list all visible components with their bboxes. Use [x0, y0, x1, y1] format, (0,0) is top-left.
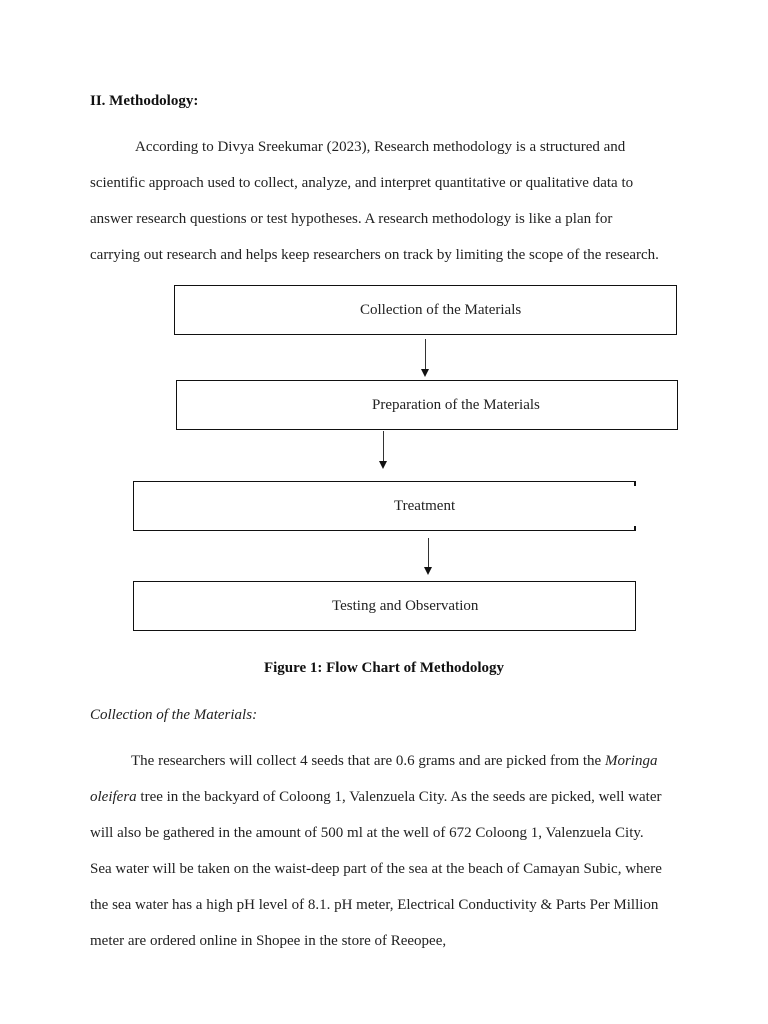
paragraph-line: [90, 779, 690, 815]
paragraph-text: The researchers will collect 4 seeds that are 0.6 grams and are picked from the: [131, 753, 605, 769]
paragraph-line: answer research questions or test hypotheses. A research methodology is like a plan for: [90, 211, 613, 227]
paragraph-text: tree in the backyard of Coloong 1, Valenzuela City. As the seeds are picked, well water: [136, 789, 662, 805]
flowchart-step-collection: [174, 285, 677, 335]
species-name-italic: Moringa: [604, 753, 658, 769]
flowchart-step-treatment: [133, 481, 636, 531]
paragraph-line: carrying out research and helps keep researchers on track by limiting the scope of the research.: [90, 247, 659, 263]
down-arrow-icon: [423, 538, 435, 576]
flowchart-step-label: Treatment: [394, 497, 456, 514]
paragraph-line: [90, 743, 690, 779]
flowchart-step-testing: [133, 581, 636, 631]
subsection-heading: Collection of the Materials:: [90, 707, 258, 723]
flowchart-step-label: Collection of the Materials: [360, 301, 522, 318]
collection-paragraph: [90, 743, 690, 959]
paragraph-line: the sea water has a high pH level of 8.1. pH meter, Electrical Conductivity & Parts Per Million: [90, 897, 659, 913]
paragraph-line: Sea water will be taken on the waist-deep part of the sea at the beach of Camayan Subic, where: [90, 861, 662, 877]
flowchart-step-preparation: [176, 380, 678, 430]
figure-caption: Figure 1: Flow Chart of Methodology: [263, 660, 505, 676]
paragraph-line: According to Divya Sreekumar (2023), Research methodology is a structured and: [135, 139, 626, 155]
flowchart-step-label: Preparation of the Materials: [372, 396, 540, 413]
paragraph-line: meter are ordered online in Shopee in the store of Reeopee,: [90, 933, 447, 949]
species-name-italic: oleifera: [90, 789, 137, 805]
paragraph-line: scientific approach used to collect, analyze, and interpret quantitative or qualitative data to: [90, 175, 634, 191]
paragraph-line: will also be gathered in the amount of 500 ml at the well of 672 Coloong 1, Valenzuela City.: [90, 825, 644, 841]
down-arrow-icon: [420, 339, 432, 378]
section-heading: II. Methodology:: [90, 93, 199, 109]
intro-paragraph: [90, 129, 690, 273]
down-arrow-icon: [378, 431, 390, 470]
flowchart-step-label: Testing and Observation: [332, 597, 479, 614]
